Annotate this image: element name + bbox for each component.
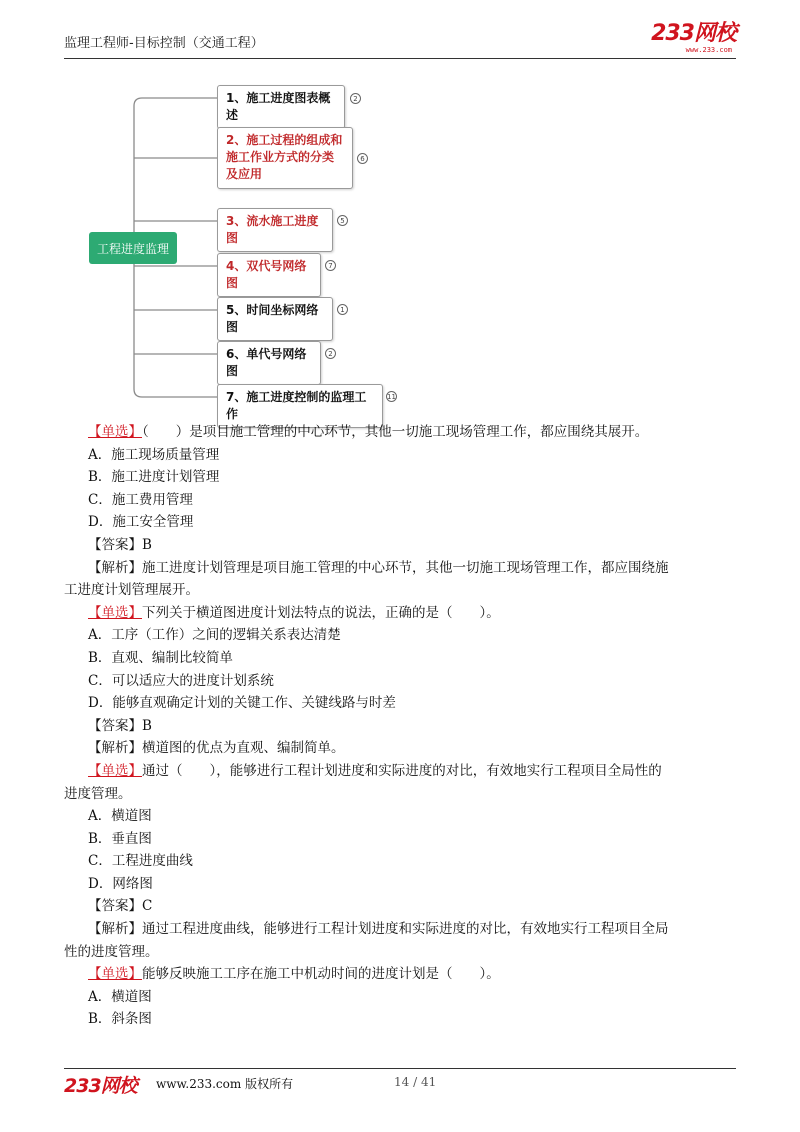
question-type-tag: 【单选】 bbox=[88, 424, 142, 440]
answer-line bbox=[64, 534, 736, 557]
analysis-continued: 性的进度管理。 bbox=[64, 943, 159, 960]
count-badge: 2 bbox=[325, 348, 336, 359]
option-c: C．可以适应大的进度计划系统 bbox=[88, 672, 274, 689]
mind-map-branch-5 bbox=[217, 297, 333, 341]
count-badge: 11 bbox=[387, 392, 396, 401]
question-stem bbox=[64, 760, 736, 783]
option-b: B．垂直图 bbox=[88, 830, 152, 847]
branch-label: 6、单代号网络图 bbox=[226, 347, 307, 378]
question-type-tag: 【单选】 bbox=[88, 966, 142, 983]
option-c: C．施工费用管理 bbox=[88, 491, 193, 508]
option-a: A．工序（工作）之间的逻辑关系表达清楚 bbox=[88, 627, 341, 644]
branch-label: 7、施工进度控制的监理工作 bbox=[226, 390, 367, 421]
count-badge: 2 bbox=[350, 93, 361, 104]
count-badge: 7 bbox=[325, 260, 336, 271]
count-badge: 1 bbox=[337, 304, 348, 315]
mind-map-root: 工程进度监理 bbox=[89, 232, 177, 264]
answer-value: C bbox=[142, 898, 153, 915]
analysis-line bbox=[64, 918, 736, 941]
option-d: D．施工安全管理 bbox=[88, 514, 194, 531]
branch-label: 4、双代号网络图 bbox=[226, 259, 307, 290]
analysis-label: 【解析】 bbox=[88, 559, 142, 576]
option-c: C．工程进度曲线 bbox=[88, 853, 193, 870]
answer-label: 【答案】 bbox=[88, 717, 142, 734]
footer-copyright: www.233.com 版权所有 bbox=[156, 1077, 294, 1091]
stem-continued: 进度管理。 bbox=[64, 785, 132, 802]
option-d: D．能够直观确定计划的关键工作、关键线路与时差 bbox=[88, 695, 396, 712]
stem-text: （ ）是项目施工管理的中心环节，其他一切施工现场管理工作，都应围绕其展开。 bbox=[142, 424, 649, 440]
question-stem bbox=[64, 421, 736, 444]
question-type-tag: 【单选】 bbox=[88, 762, 142, 779]
logo-url: www.233.com bbox=[685, 46, 732, 54]
option-a: A．横道图 bbox=[88, 808, 152, 825]
branch-label: 5、时间坐标网络图 bbox=[226, 303, 319, 334]
mind-map-branch-6 bbox=[217, 341, 321, 385]
option-b: B．施工进度计划管理 bbox=[88, 469, 220, 486]
option-a: A．施工现场质量管理 bbox=[88, 446, 220, 463]
brand-logo[interactable] bbox=[651, 22, 736, 54]
analysis-text: 横道图的优点为直观、编制简单。 bbox=[142, 740, 345, 757]
mind-map-branch-4 bbox=[217, 253, 321, 297]
header-title: 监理工程师-目标控制（交通工程） bbox=[64, 36, 264, 51]
stem-text: 能够反映施工工序在施工中机动时间的进度计划是（ ）。 bbox=[142, 966, 500, 983]
page-number: 14 / 41 bbox=[394, 1075, 437, 1089]
analysis-label: 【解析】 bbox=[88, 740, 142, 757]
mind-map bbox=[84, 80, 424, 420]
analysis-text: 施工进度计划管理是项目施工管理的中心环节，其他一切施工现场管理工作，都应围绕施 bbox=[142, 559, 669, 576]
answer-label: 【答案】 bbox=[88, 536, 142, 553]
option-b: B．直观、编制比较简单 bbox=[88, 649, 233, 666]
logo-text: 233网校 bbox=[651, 21, 736, 46]
answer-value: B bbox=[142, 717, 152, 734]
branch-label: 1、施工进度图表概述 bbox=[226, 91, 331, 122]
stem-text: 下列关于横道图进度计划法特点的说法，正确的是（ ）。 bbox=[142, 604, 500, 621]
page-footer bbox=[64, 1068, 736, 1095]
option-b: B．斜条图 bbox=[88, 1011, 152, 1028]
branch-label: 3、流水施工进度图 bbox=[226, 214, 319, 245]
option-a: A．横道图 bbox=[88, 988, 152, 1005]
question-stem bbox=[64, 602, 736, 625]
option-d: D．网络图 bbox=[88, 875, 153, 892]
page-header bbox=[64, 22, 736, 59]
count-badge: 5 bbox=[337, 215, 348, 226]
analysis-continued: 工进度计划管理展开。 bbox=[64, 582, 199, 599]
answer-line bbox=[64, 895, 736, 918]
count-badge: 6 bbox=[357, 153, 368, 164]
answer-line bbox=[64, 715, 736, 738]
analysis-line bbox=[64, 557, 736, 580]
analysis-text: 通过工程进度曲线，能够进行工程计划进度和实际进度的对比，有效地实行工程项目全局 bbox=[142, 921, 669, 938]
answer-label: 【答案】 bbox=[88, 898, 142, 915]
analysis-line bbox=[64, 737, 736, 760]
footer-logo[interactable]: 233网校 bbox=[64, 1075, 137, 1097]
question-stem bbox=[64, 963, 736, 986]
question-list bbox=[64, 421, 736, 1031]
stem-text: 通过（ ），能够进行工程计划进度和实际进度的对比，有效地实行工程项目全局性的 bbox=[142, 762, 662, 779]
mind-map-branch-1 bbox=[217, 85, 345, 129]
answer-value: B bbox=[142, 536, 152, 553]
question-type-tag: 【单选】 bbox=[88, 604, 142, 621]
branch-label: 2、施工过程的组成和施工作业方式的分类及应用 bbox=[226, 133, 343, 181]
mind-map-branch-2 bbox=[217, 127, 353, 189]
mind-map-branch-3 bbox=[217, 208, 333, 252]
analysis-label: 【解析】 bbox=[88, 921, 142, 938]
